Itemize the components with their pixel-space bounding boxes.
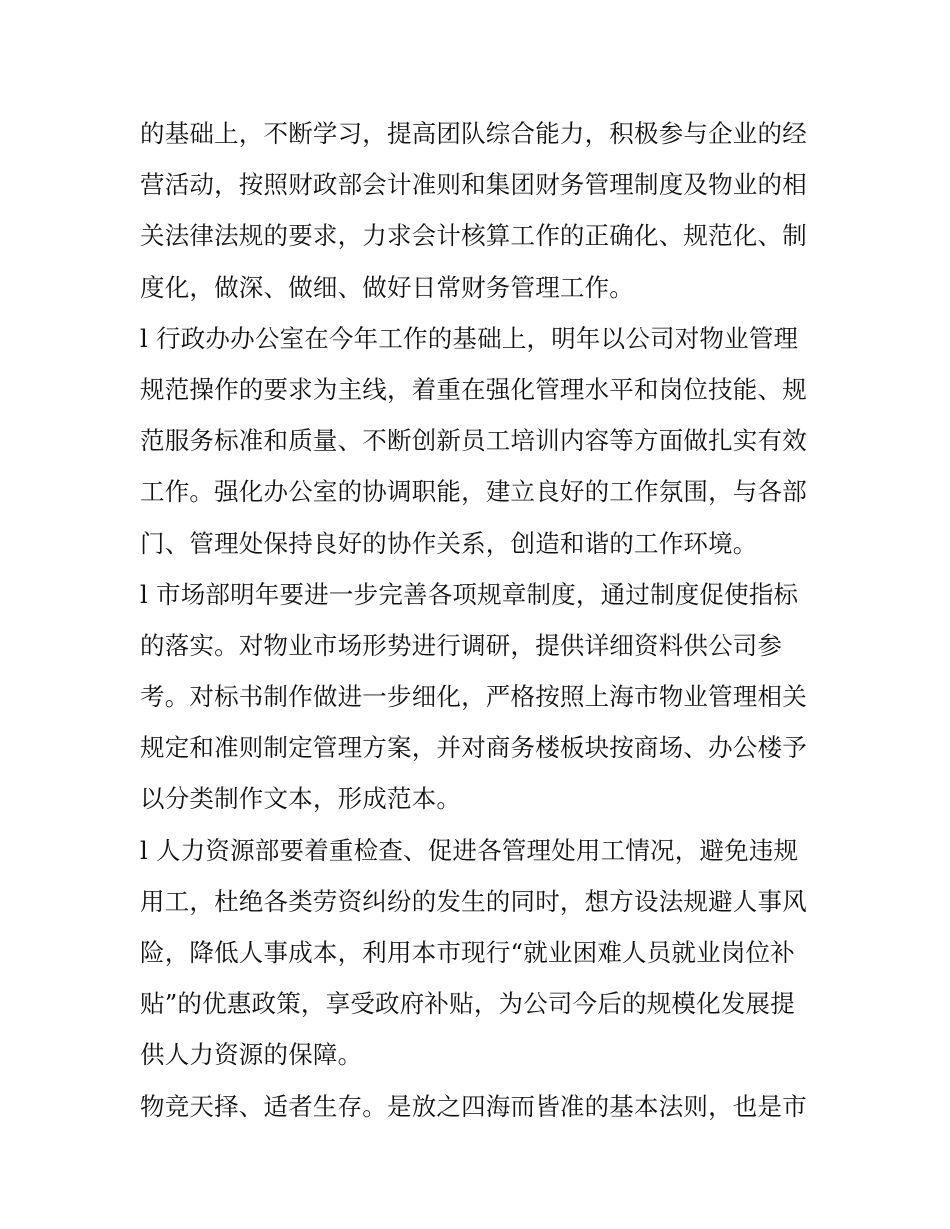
text-line: 的基础上，不断学习，提高团队综合能力，积极参与企业的经 xyxy=(140,119,807,148)
text-line: l 人力资源部要着重检查、促进各管理处用工情况，避免违规 xyxy=(140,835,799,865)
text-line: 贴”的优惠政策，享受政府补贴，为公司今后的规模化发展提 xyxy=(140,989,795,1019)
text-line: 工作。强化办公室的协调职能，建立良好的工作氛围，与各部 xyxy=(140,477,807,507)
text-line: 门、管理处保持良好的协作关系，创造和谐的工作环境。 xyxy=(140,528,758,558)
text-line: 供人力资源的保障。 xyxy=(140,1040,363,1070)
text-line: l 市场部明年要进一步完善各项规章制度，通过制度促使指标 xyxy=(140,579,799,609)
text-line: 考。对标书制作做进一步细化，严格按照上海市物业管理相关 xyxy=(140,682,807,712)
text-line: 范服务标准和质量、不断创新员工培训内容等方面做扎实有效 xyxy=(140,426,807,456)
text-line: 险，降低人事成本，利用本市现行“就业困难人员就业岗位补 xyxy=(140,938,795,967)
document-body xyxy=(140,108,820,1132)
text-line: 的落实。对物业市场形势进行调研，提供详细资料供公司参 xyxy=(140,630,783,660)
text-line: 营活动，按照财政部会计准则和集团财务管理制度及物业的相 xyxy=(140,170,807,200)
text-line: 度化，做深、做细、做好日常财务管理工作。 xyxy=(140,272,634,302)
text-line: 物竞天择、适者生存。是放之四海而皆准的基本法则，也是市 xyxy=(140,1091,807,1121)
text-line: l 行政办办公室在今年工作的基础上，明年以公司对物业管理 xyxy=(140,323,799,353)
text-line: 规范操作的要求为主线，着重在强化管理水平和岗位技能、规 xyxy=(140,374,807,404)
text-line: 用工，杜绝各类劳资纠纷的发生的同时，想方设法规避人事风 xyxy=(140,886,807,916)
text-line: 规定和准则制定管理方案，并对商务楼板块按商场、办公楼予 xyxy=(140,733,807,763)
text-line: 以分类制作文本，形成范本。 xyxy=(140,784,462,814)
text-line: 关法律法规的要求，力求会计核算工作的正确化、规范化、制 xyxy=(140,221,807,251)
